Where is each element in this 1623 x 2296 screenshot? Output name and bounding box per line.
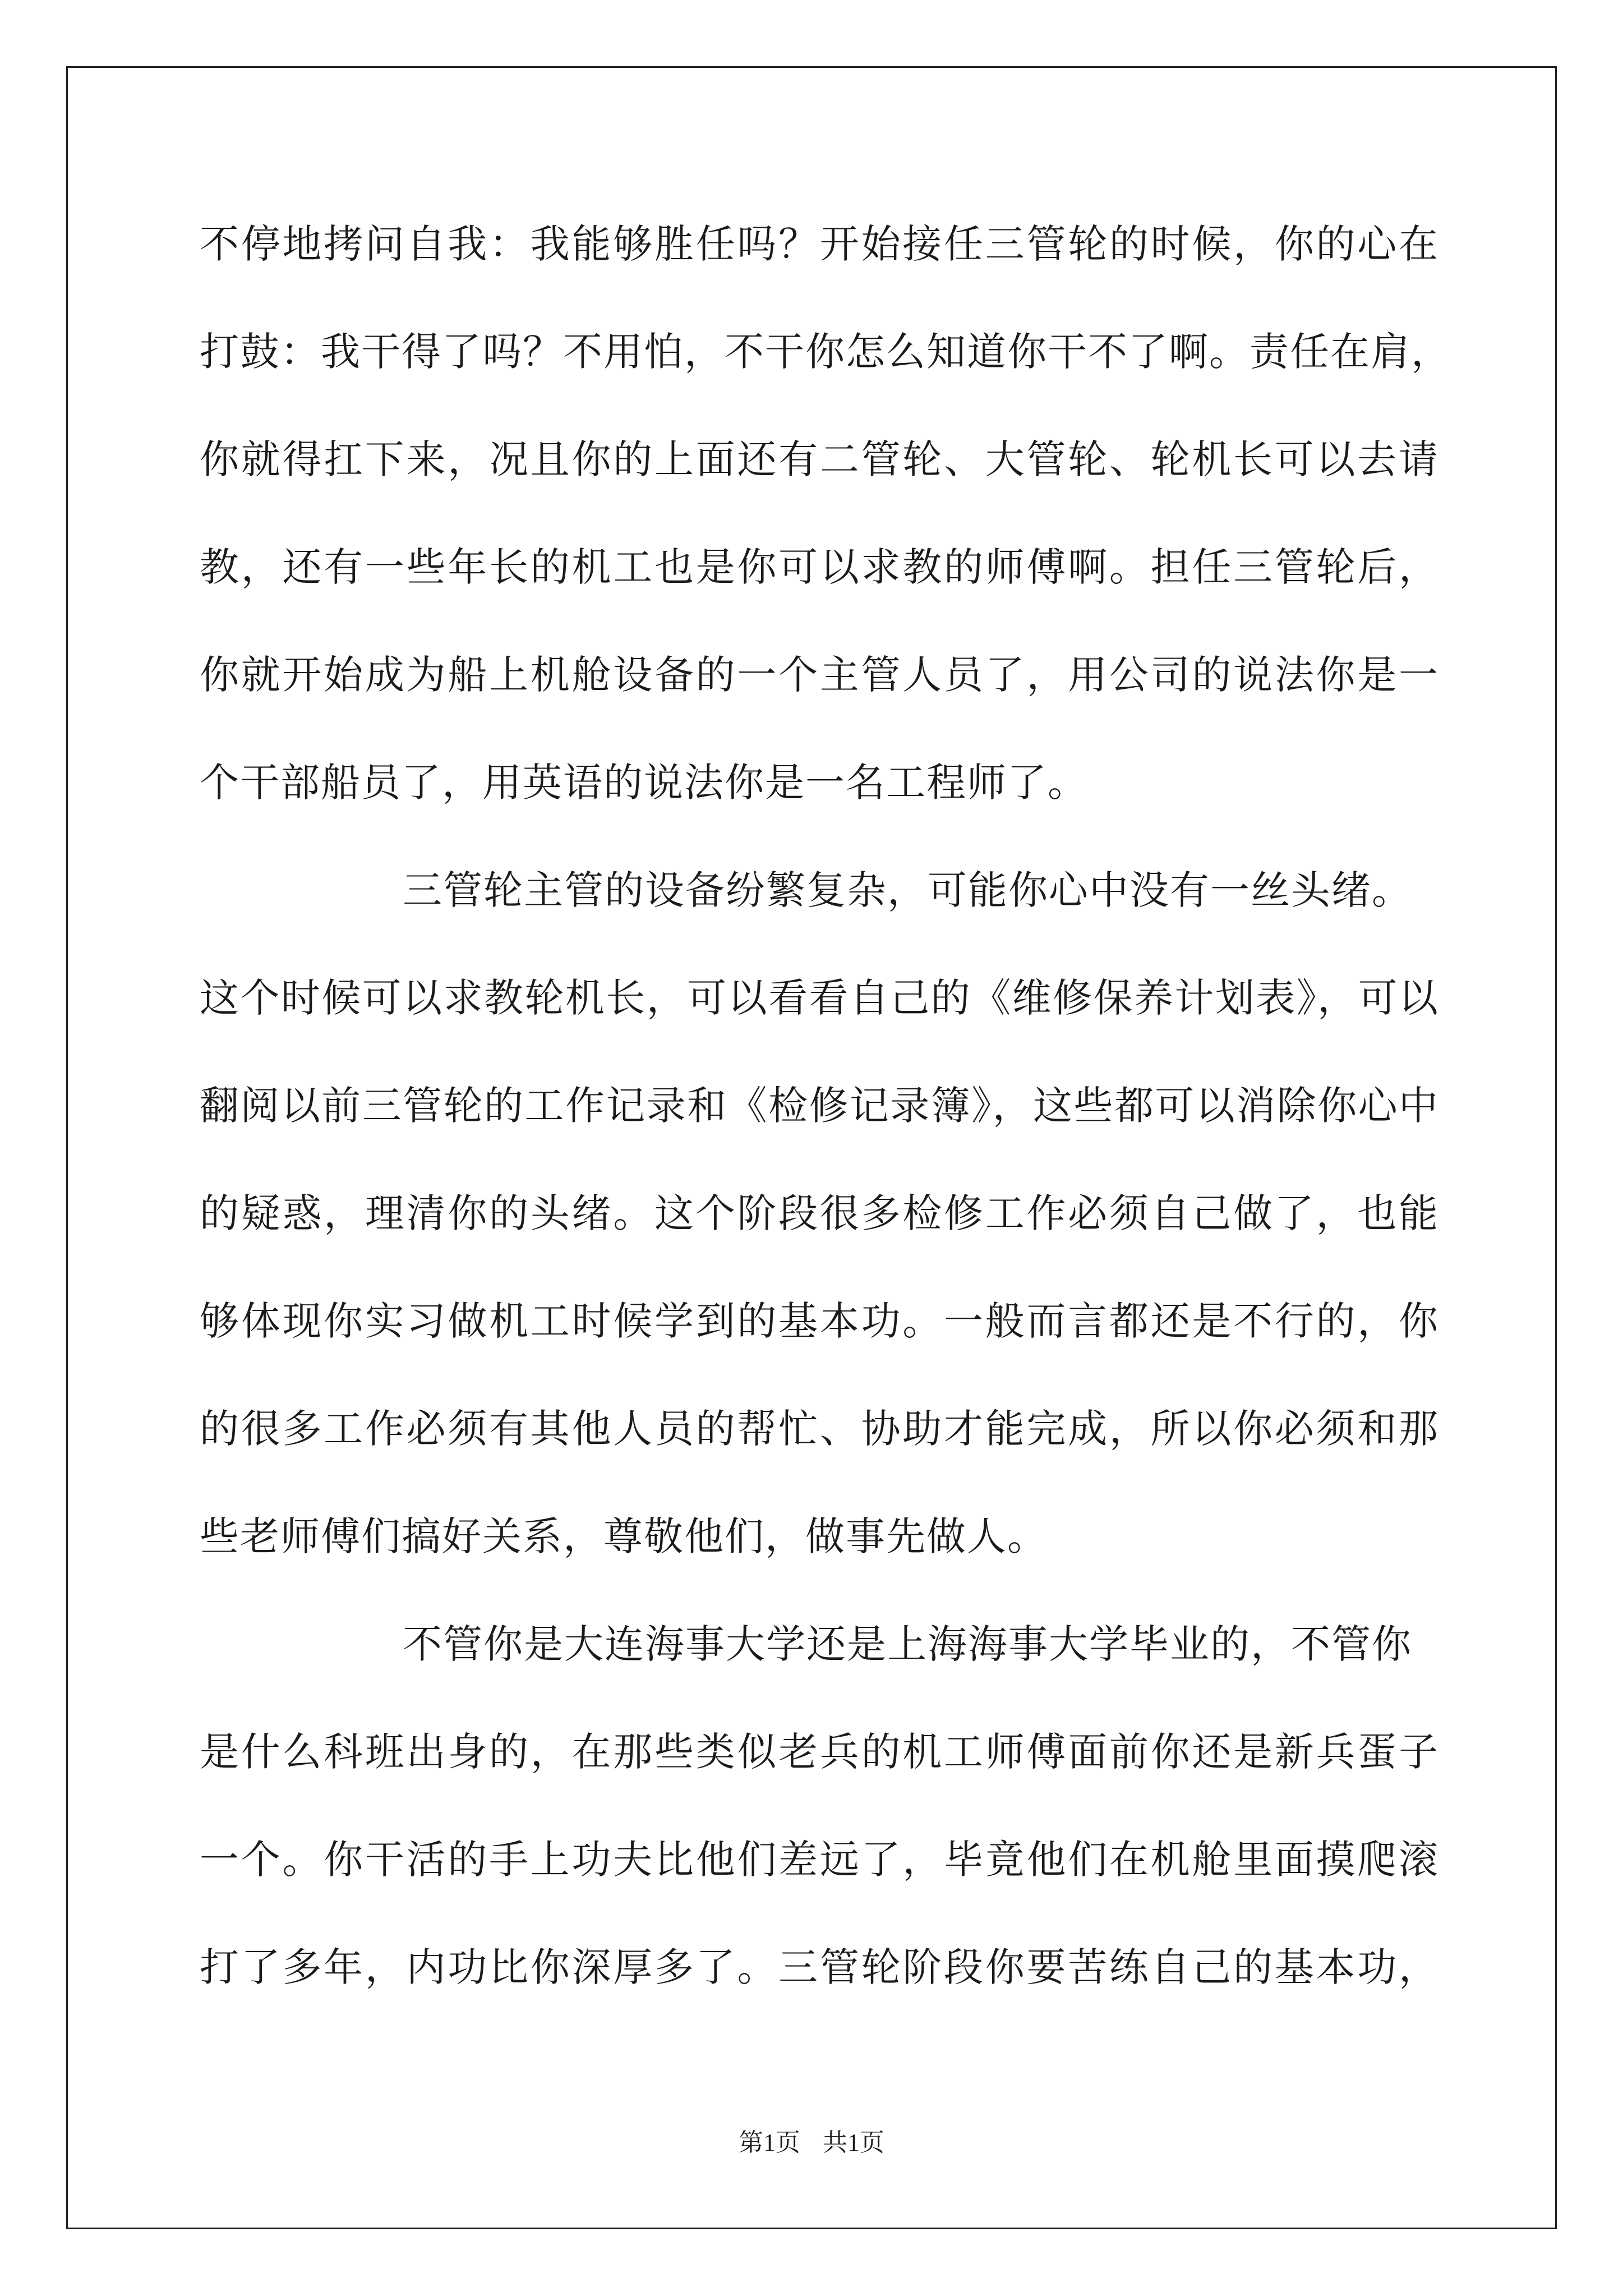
paragraph-first-line: 不管你是大连海事大学还是上海海事大学毕业的，不管你 xyxy=(403,1621,1412,1667)
text-line: 是什么科班出身的，在那些类似老兵的机工师傅面前你还是新兵蛋子 xyxy=(200,1729,1439,1775)
text-line: 这个时候可以求教轮机长，可以看看自己的《维修保养计划表》，可以 xyxy=(200,975,1439,1021)
text-line: 的疑惑，理清你的头绪。这个阶段很多检修工作必须自己做了，也能 xyxy=(200,1190,1439,1236)
document-body xyxy=(200,213,1451,2044)
text-line: 些老师傅们搞好关系，尊敬他们，做事先做人。 xyxy=(200,1513,1048,1559)
text-line: 你就得扛下来，况且你的上面还有二管轮、大管轮、轮机长可以去请 xyxy=(200,436,1439,482)
text-line: 一个。你干活的手上功夫比他们差远了，毕竟他们在机舱里面摸爬滚 xyxy=(200,1837,1439,1883)
text-line: 的很多工作必须有其他人员的帮忙、协助才能完成，所以你必须和那 xyxy=(200,1406,1439,1452)
text-line: 你就开始成为船上机舱设备的一个主管人员了，用公司的说法你是一 xyxy=(200,652,1439,698)
text-line: 够体现你实习做机工时候学到的基本功。一般而言都还是不行的，你 xyxy=(200,1298,1439,1344)
text-line: 教，还有一些年长的机工也是你可以求教的师傅啊。担任三管轮后， xyxy=(200,544,1439,590)
text-line: 打鼓：我干得了吗？不用怕，不干你怎么知道你干不了啊。责任在肩， xyxy=(200,329,1451,375)
paragraph-first-line: 三管轮主管的设备纷繁复杂，可能你心中没有一丝头绪。 xyxy=(403,867,1412,913)
text-line: 打了多年，内功比你深厚多了。三管轮阶段你要苦练自己的基本功， xyxy=(200,1944,1439,1990)
text-line: 翻阅以前三管轮的工作记录和《检修记录簿》，这些都可以消除你心中 xyxy=(200,1083,1439,1129)
text-line: 不停地拷问自我：我能够胜任吗？开始接任三管轮的时候，你的心在 xyxy=(200,221,1439,267)
page-number: 第1页 xyxy=(739,2129,800,2156)
text-line: 个干部船员了，用英语的说法你是一名工程师了。 xyxy=(200,760,1088,806)
page-total: 共1页 xyxy=(823,2129,884,2156)
page-footer xyxy=(0,2126,1623,2160)
